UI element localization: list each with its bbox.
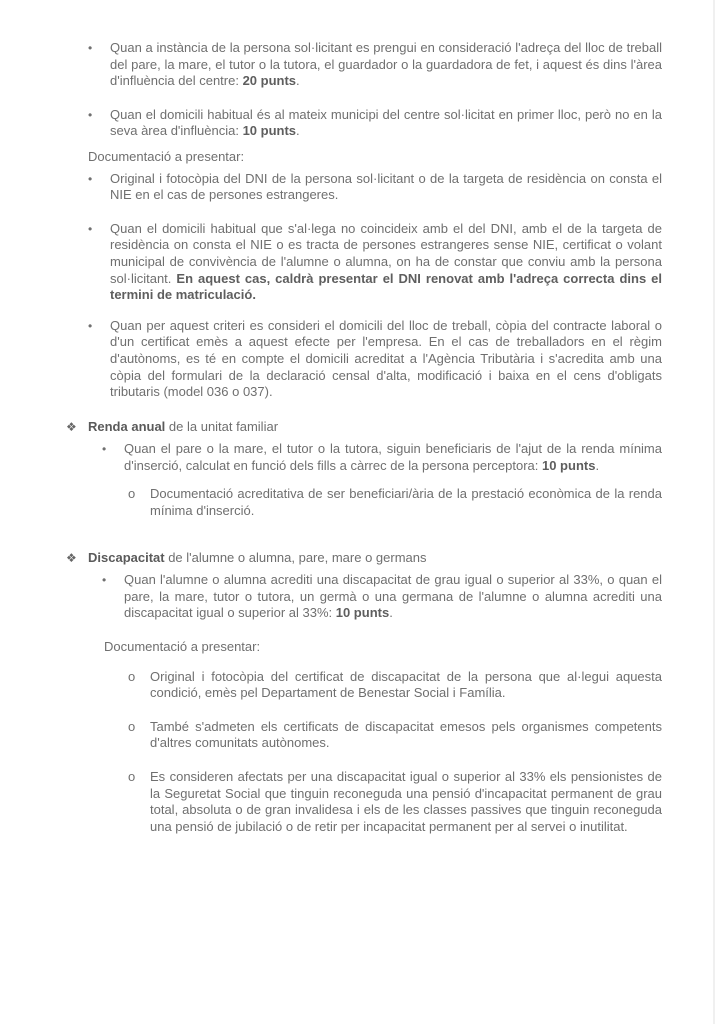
paragraph-text (110, 171, 662, 204)
bullet-list-item (88, 318, 662, 401)
circle-bullet-icon: o (128, 769, 136, 784)
bullet-list-item (102, 441, 662, 474)
paragraph-text (124, 441, 662, 474)
text-segment: de la unitat familiar (165, 418, 279, 434)
heading-bold: Renda anual (88, 418, 166, 434)
text-segment: Es consideren afectats per una discapacitat igual o superior al 33% els pensionistes de la Seguretat Social que tinguin reconeguda una pensió d'incapacitat permanent de grau total, absoluta o de gran invalidesa i els de les classes passives que tinguin reconeguda una pensió de jubilació o de retir per incapacitat permanent per al servei o inutilitat. (150, 769, 662, 834)
text-segment: Original i fotocòpia del DNI de la persona sol·licitant o de la targeta de residència on consta el NIE en el cas de persones estrangeres. (110, 170, 662, 203)
points-value: 20 punts (242, 73, 297, 89)
paragraph-text (110, 221, 662, 304)
diamond-bullet-icon: ❖ (66, 550, 77, 565)
bullet-icon: • (88, 107, 93, 122)
text-segment: Quan a instància de la persona sol·licitant es prengui en consideració l'adreça del lloc de treball del pare, la mare, el tutor o la tutora, el guardador o la guardadora de fet, i aquest és dins l'àrea d'influència del centre: (110, 40, 662, 89)
paragraph-text (150, 669, 662, 702)
bullet-icon: • (102, 442, 107, 457)
bullet-icon: • (88, 221, 93, 236)
text-segment: . (389, 605, 393, 621)
text-segment: . (296, 73, 300, 89)
bullet-icon: • (102, 573, 107, 588)
text-segment: Quan el domicili habitual que s'al·lega no coincideix amb el del DNI, amb el de la targeta de residència on consta el NIE o es tracta de persones estrangeres sense NIE, certificat o volant municipal de convivència de l'alumne o alumna, on ha de constar que conviu amb la persona sol·licitant. (110, 220, 662, 286)
text-segment: Documentació a presentar: (88, 148, 245, 164)
text-segment: Original i fotocòpia del certificat de discapacitat de la persona que al·legui aquesta condició, emès pel Departament de Benestar Social i Família. (150, 668, 662, 701)
label-text (104, 639, 662, 656)
sub-list-item (128, 669, 662, 702)
documentation-label (88, 149, 662, 166)
text-segment: Documentació a presentar: (104, 639, 261, 655)
text-segment: Quan per aquest criteri es consideri el domicili del lloc de treball, còpia del contracte laboral o d'un certificat emès a aquest efecte per l'empresa. En el cas de treballadors en el règim d'autònoms, es té en compte el domicili acreditat a l'Agència Tributària i s'acredita amb una còpia del formulari de la declaració censal d'alta, modificació i baixa en el cens d'obligats tributaris (model 036 o 037). (110, 317, 662, 400)
label-text (88, 149, 662, 166)
bullet-list-item (102, 572, 662, 622)
text-segment: També s'admeten els certificats de discapacitat emesos pels organismes competents d'altres comunitats autònomes. (150, 718, 662, 751)
text-segment: . (595, 457, 600, 473)
bullet-icon: • (88, 171, 93, 186)
heading-text (88, 419, 662, 436)
paragraph-text (150, 486, 662, 519)
text-segment: Documentació acreditativa de ser beneficiari/ària de la prestació econòmica de la renda mínima d'inserció. (150, 486, 662, 519)
points-value: 10 punts (335, 605, 390, 621)
paragraph-text (124, 572, 662, 622)
sub-list-item (128, 769, 662, 835)
text-segment: de l'alumne o alumna, pare, mare o germans (164, 549, 427, 565)
points-value: 10 punts (541, 457, 596, 473)
heading-bold: Discapacitat (88, 549, 165, 565)
paragraph-text (150, 719, 662, 752)
sub-list-item (128, 486, 662, 519)
text-segment: Quan l'alumne o alumna acrediti una discapacitat de grau igual o superior al 33%, o quan el pare, la mare, tutor o tutora, un germà o una germana de l'alumne o alumna acrediti una discapacitat igual o superior al 33%: (124, 572, 662, 621)
text-segment: Quan el domicili habitual és al mateix municipi del centre sol·licitat en primer lloc, però no en la seva àrea d'influència: (110, 106, 662, 139)
circle-bullet-icon: o (128, 718, 136, 734)
section-heading-discapacitat (66, 550, 662, 567)
paragraph-text (110, 40, 662, 90)
points-value: 10 punts (242, 123, 297, 139)
heading-text (88, 550, 662, 567)
bold-note: En aquest cas, caldrà presentar el DNI renovat amb l'adreça correcta dins el termini de matriculació. (110, 270, 663, 303)
documentation-label (104, 639, 662, 656)
paragraph-text (150, 769, 662, 835)
diamond-bullet-icon: ❖ (66, 419, 77, 434)
circle-bullet-icon: o (128, 486, 136, 502)
circle-bullet-icon: o (128, 668, 136, 684)
bullet-list-item (88, 40, 662, 90)
text-segment: . (296, 123, 300, 139)
sub-list-item (128, 719, 662, 752)
section-heading-renda-anual (66, 419, 662, 436)
bullet-list-item (88, 107, 662, 140)
paragraph-text (110, 107, 662, 140)
bullet-icon: • (88, 41, 93, 55)
paragraph-text (110, 318, 662, 401)
text-segment: Quan el pare o la mare, el tutor o la tutora, siguin beneficiaris de l'ajut de la renda mínima d'inserció, calculat en funció dels fills a càrrec de la persona perceptora: (124, 441, 662, 473)
scan-edge-line (713, 0, 715, 1024)
bullet-icon: • (88, 318, 93, 333)
bullet-list-item (88, 221, 662, 304)
bullet-list-item (88, 171, 662, 204)
